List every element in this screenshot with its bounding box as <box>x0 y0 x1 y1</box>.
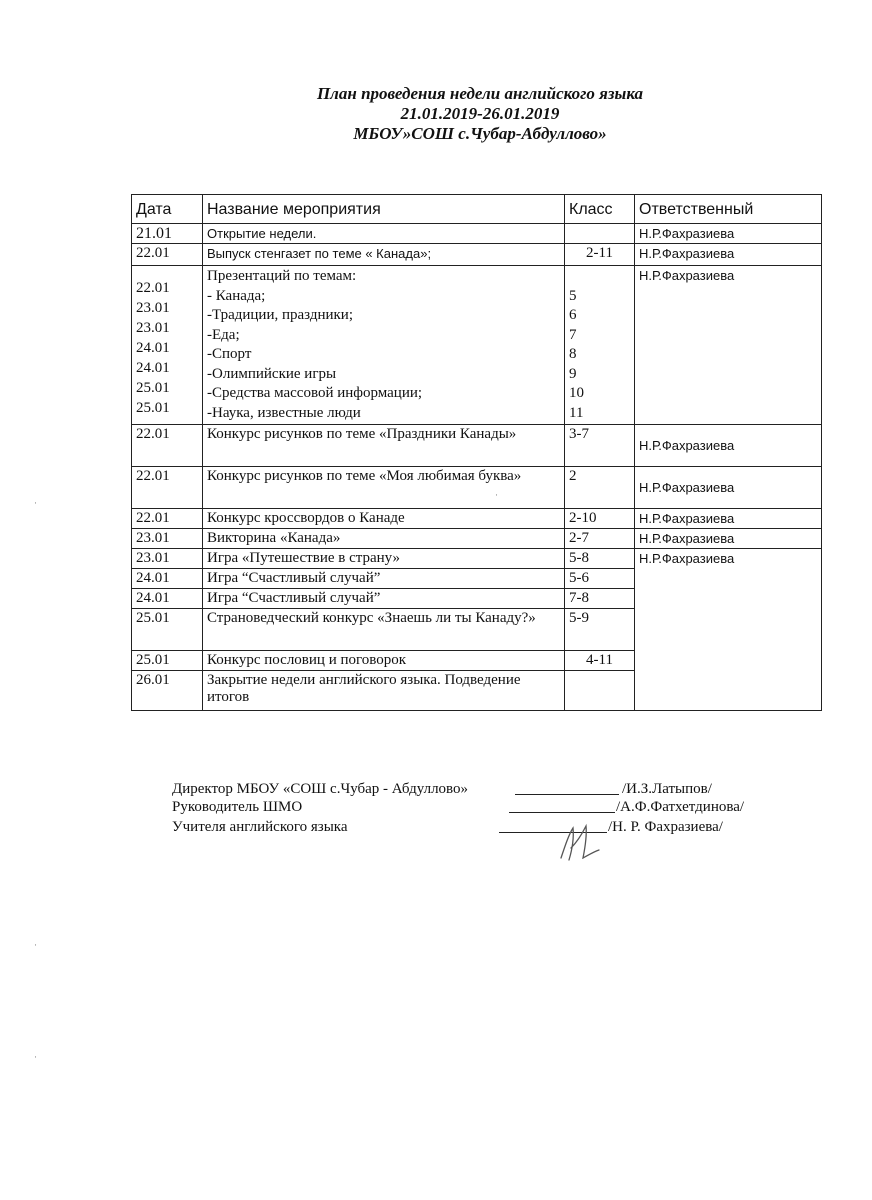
col-header-event: Название мероприятия <box>203 195 565 224</box>
cell-date: 24.01 <box>132 589 203 609</box>
table-row <box>132 671 822 711</box>
cell-responsible: Н.Р.Фахразиева <box>635 244 822 266</box>
cell-responsible <box>635 651 822 671</box>
cell-date: 22.01 <box>132 467 203 509</box>
signature-label: Учителя английского языка <box>172 819 348 835</box>
cell-date: 25.01 <box>132 651 203 671</box>
cell-event: Открытие недели. <box>203 224 565 244</box>
table-row <box>132 467 822 509</box>
table-header-row <box>132 195 822 224</box>
cell-responsible: Н.Р.Фахразиева <box>635 529 822 549</box>
cell-date: 22.01 <box>132 425 203 467</box>
cell-responsible: Н.Р.Фахразиева <box>635 509 822 529</box>
cell-event: Игра «Путешествие в страну» <box>203 549 565 569</box>
table-row <box>132 651 822 671</box>
table-row <box>132 609 822 651</box>
table-row <box>132 569 822 589</box>
cell-date: 22.01 23.01 23.01 24.01 24.01 25.01 25.01 <box>132 266 203 425</box>
col-header-date: Дата <box>132 195 203 224</box>
col-header-class: Класс <box>565 195 635 224</box>
document-title <box>200 84 760 144</box>
cell-class: 7-8 <box>565 589 635 609</box>
cell-class: 5-8 <box>565 549 635 569</box>
cell-class: 5-6 <box>565 569 635 589</box>
signature-row-director <box>172 780 792 798</box>
col-header-responsible: Ответственный <box>635 195 822 224</box>
signature-row-head-shmo <box>172 798 792 816</box>
scan-speck: · <box>34 1052 37 1062</box>
signature-name: /Н. Р. Фахразиева/ <box>608 819 723 835</box>
title-line-3: МБОУ»СОШ с.Чубар-Абдуллово» <box>353 124 607 143</box>
signature-name: /А.Ф.Фатхетдинова/ <box>616 799 745 815</box>
cell-event: Выпуск стенгазет по теме « Канада»; <box>203 244 565 266</box>
cell-date: 22.01 <box>132 509 203 529</box>
cell-date: 21.01 <box>132 224 203 244</box>
cell-responsible <box>635 671 822 711</box>
table-row <box>132 244 822 266</box>
handwritten-signature-icon <box>555 822 605 866</box>
cell-class: 2-11 <box>565 244 635 266</box>
cell-event: Викторина «Канада» <box>203 529 565 549</box>
signature-block <box>172 780 792 836</box>
signature-line <box>515 794 619 795</box>
cell-date: 24.01 <box>132 569 203 589</box>
signature-name: /И.З.Латыпов/ <box>622 781 712 797</box>
signature-line <box>509 812 615 813</box>
cell-date: 26.01 <box>132 671 203 711</box>
cell-responsible: Н.Р.Фахразиева <box>635 224 822 244</box>
cell-responsible: Н.Р.Фахразиева <box>635 549 822 569</box>
cell-event: Конкурс пословиц и поговорок <box>203 651 565 671</box>
table-row <box>132 529 822 549</box>
cell-responsible: Н.Р.Фахразиева <box>635 266 822 425</box>
cell-class: 5 6 7 8 9 10 11 <box>565 266 635 425</box>
cell-responsible: Н.Р.Фахразиева <box>635 467 822 509</box>
cell-date: 23.01 <box>132 549 203 569</box>
table-row <box>132 224 822 244</box>
signature-label: Директор МБОУ «СОШ с.Чубар - Абдуллово» <box>172 781 469 797</box>
cell-event: Конкурс рисунков по теме «Моя любимая буква» <box>203 467 565 509</box>
cell-event: Конкурс рисунков по теме «Праздники Канады» <box>203 425 565 467</box>
cell-responsible <box>635 589 822 609</box>
cell-event: Игра “Счастливый случай” <box>203 589 565 609</box>
scan-speck: · <box>495 490 498 500</box>
cell-responsible <box>635 569 822 589</box>
table-row <box>132 266 822 425</box>
title-line-1: План проведения недели английского языка <box>316 84 644 103</box>
cell-class: 2-7 <box>565 529 635 549</box>
signature-label: Руководитель ШМО <box>172 799 303 815</box>
cell-class: 3-7 <box>565 425 635 467</box>
cell-date: 22.01 <box>132 244 203 266</box>
cell-event: Конкурс кроссвордов о Канаде <box>203 509 565 529</box>
cell-event: Игра “Счастливый случай” <box>203 569 565 589</box>
cell-class: 5-9 <box>565 609 635 651</box>
cell-class <box>565 671 635 711</box>
title-line-2: 21.01.2019-26.01.2019 <box>400 104 560 123</box>
table-row <box>132 509 822 529</box>
cell-date: 23.01 <box>132 529 203 549</box>
events-table <box>131 194 822 711</box>
cell-date: 25.01 <box>132 609 203 651</box>
scan-speck: · <box>34 498 37 508</box>
cell-event: Страноведческий конкурс «Знаешь ли ты Канаду?» <box>203 609 565 651</box>
cell-class: 2-10 <box>565 509 635 529</box>
signature-row-teacher <box>172 818 792 836</box>
table-row <box>132 549 822 569</box>
cell-responsible: Н.Р.Фахразиева <box>635 425 822 467</box>
scan-speck: · <box>34 940 37 950</box>
cell-class: 4-11 <box>565 651 635 671</box>
cell-event: Презентаций по темам: - Канада; -Традиции, праздники; -Еда; -Спорт -Олимпийские игры -Средства массовой информации; -Наука, известные люди <box>203 266 565 425</box>
cell-class: 2 <box>565 467 635 509</box>
table-row <box>132 425 822 467</box>
cell-responsible <box>635 609 822 651</box>
table-row <box>132 589 822 609</box>
cell-class <box>565 224 635 244</box>
cell-event: Закрытие недели английского языка. Подведение итогов <box>203 671 565 711</box>
